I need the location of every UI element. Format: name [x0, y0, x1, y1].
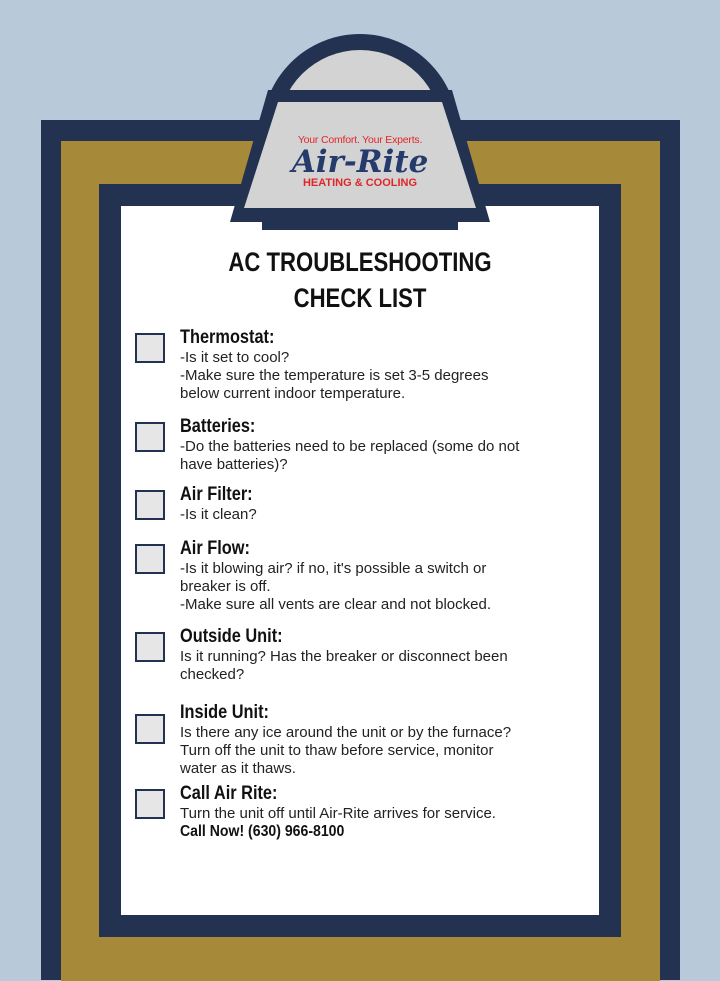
logo-tagline: Your Comfort. Your Experts.	[297, 134, 423, 146]
call-now-phone[interactable]: Call Now! (630) 966-8100	[180, 823, 345, 840]
item-line: -Is it blowing air? if no, it's possible a switch or	[180, 560, 487, 577]
title-line-1: AC TROUBLESHOOTING	[228, 247, 492, 277]
item-line: Turn the unit off until Air-Rite arrives for service.	[180, 805, 496, 822]
item-heading: Thermostat:	[180, 327, 275, 348]
item-line: checked?	[180, 666, 245, 683]
checkbox[interactable]	[135, 789, 165, 819]
logo-subtitle: HEATING & COOLING	[302, 177, 418, 189]
checkbox[interactable]	[135, 632, 165, 662]
item-line: -Is it set to cool?	[180, 349, 290, 366]
item-heading: Air Filter:	[180, 484, 253, 505]
checkbox[interactable]	[135, 422, 165, 452]
page-title	[164, 244, 556, 316]
item-line: -Make sure all vents are clear and not blocked.	[180, 596, 491, 613]
item-line: -Make sure the temperature is set 3-5 degrees	[180, 367, 489, 384]
item-line: below current indoor temperature.	[180, 385, 406, 402]
item-heading: Outside Unit:	[180, 626, 283, 647]
logo-brand: Air-Rite	[291, 144, 429, 180]
item-heading: Inside Unit:	[180, 702, 269, 723]
item-line: Is it running? Has the breaker or disconnect been	[180, 648, 508, 665]
item-line: breaker is off.	[180, 578, 271, 595]
item-line: -Do the batteries need to be replaced (some do not	[180, 438, 520, 455]
air-rite-logo	[262, 134, 458, 189]
item-line: Turn off the unit to thaw before service, monitor	[180, 742, 494, 759]
item-heading: Call Air Rite:	[180, 783, 278, 804]
item-line: have batteries)?	[180, 456, 288, 473]
item-line: water as it thaws.	[180, 760, 296, 777]
item-heading: Air Flow:	[180, 538, 250, 559]
checkbox[interactable]	[135, 490, 165, 520]
item-heading: Batteries:	[180, 416, 256, 437]
item-line: -Is it clean?	[180, 506, 257, 523]
title-line-2: CHECK LIST	[293, 283, 427, 313]
checkbox[interactable]	[135, 714, 165, 744]
checkbox[interactable]	[135, 544, 165, 574]
checkbox[interactable]	[135, 333, 165, 363]
item-line: Is there any ice around the unit or by the furnace?	[180, 724, 512, 741]
